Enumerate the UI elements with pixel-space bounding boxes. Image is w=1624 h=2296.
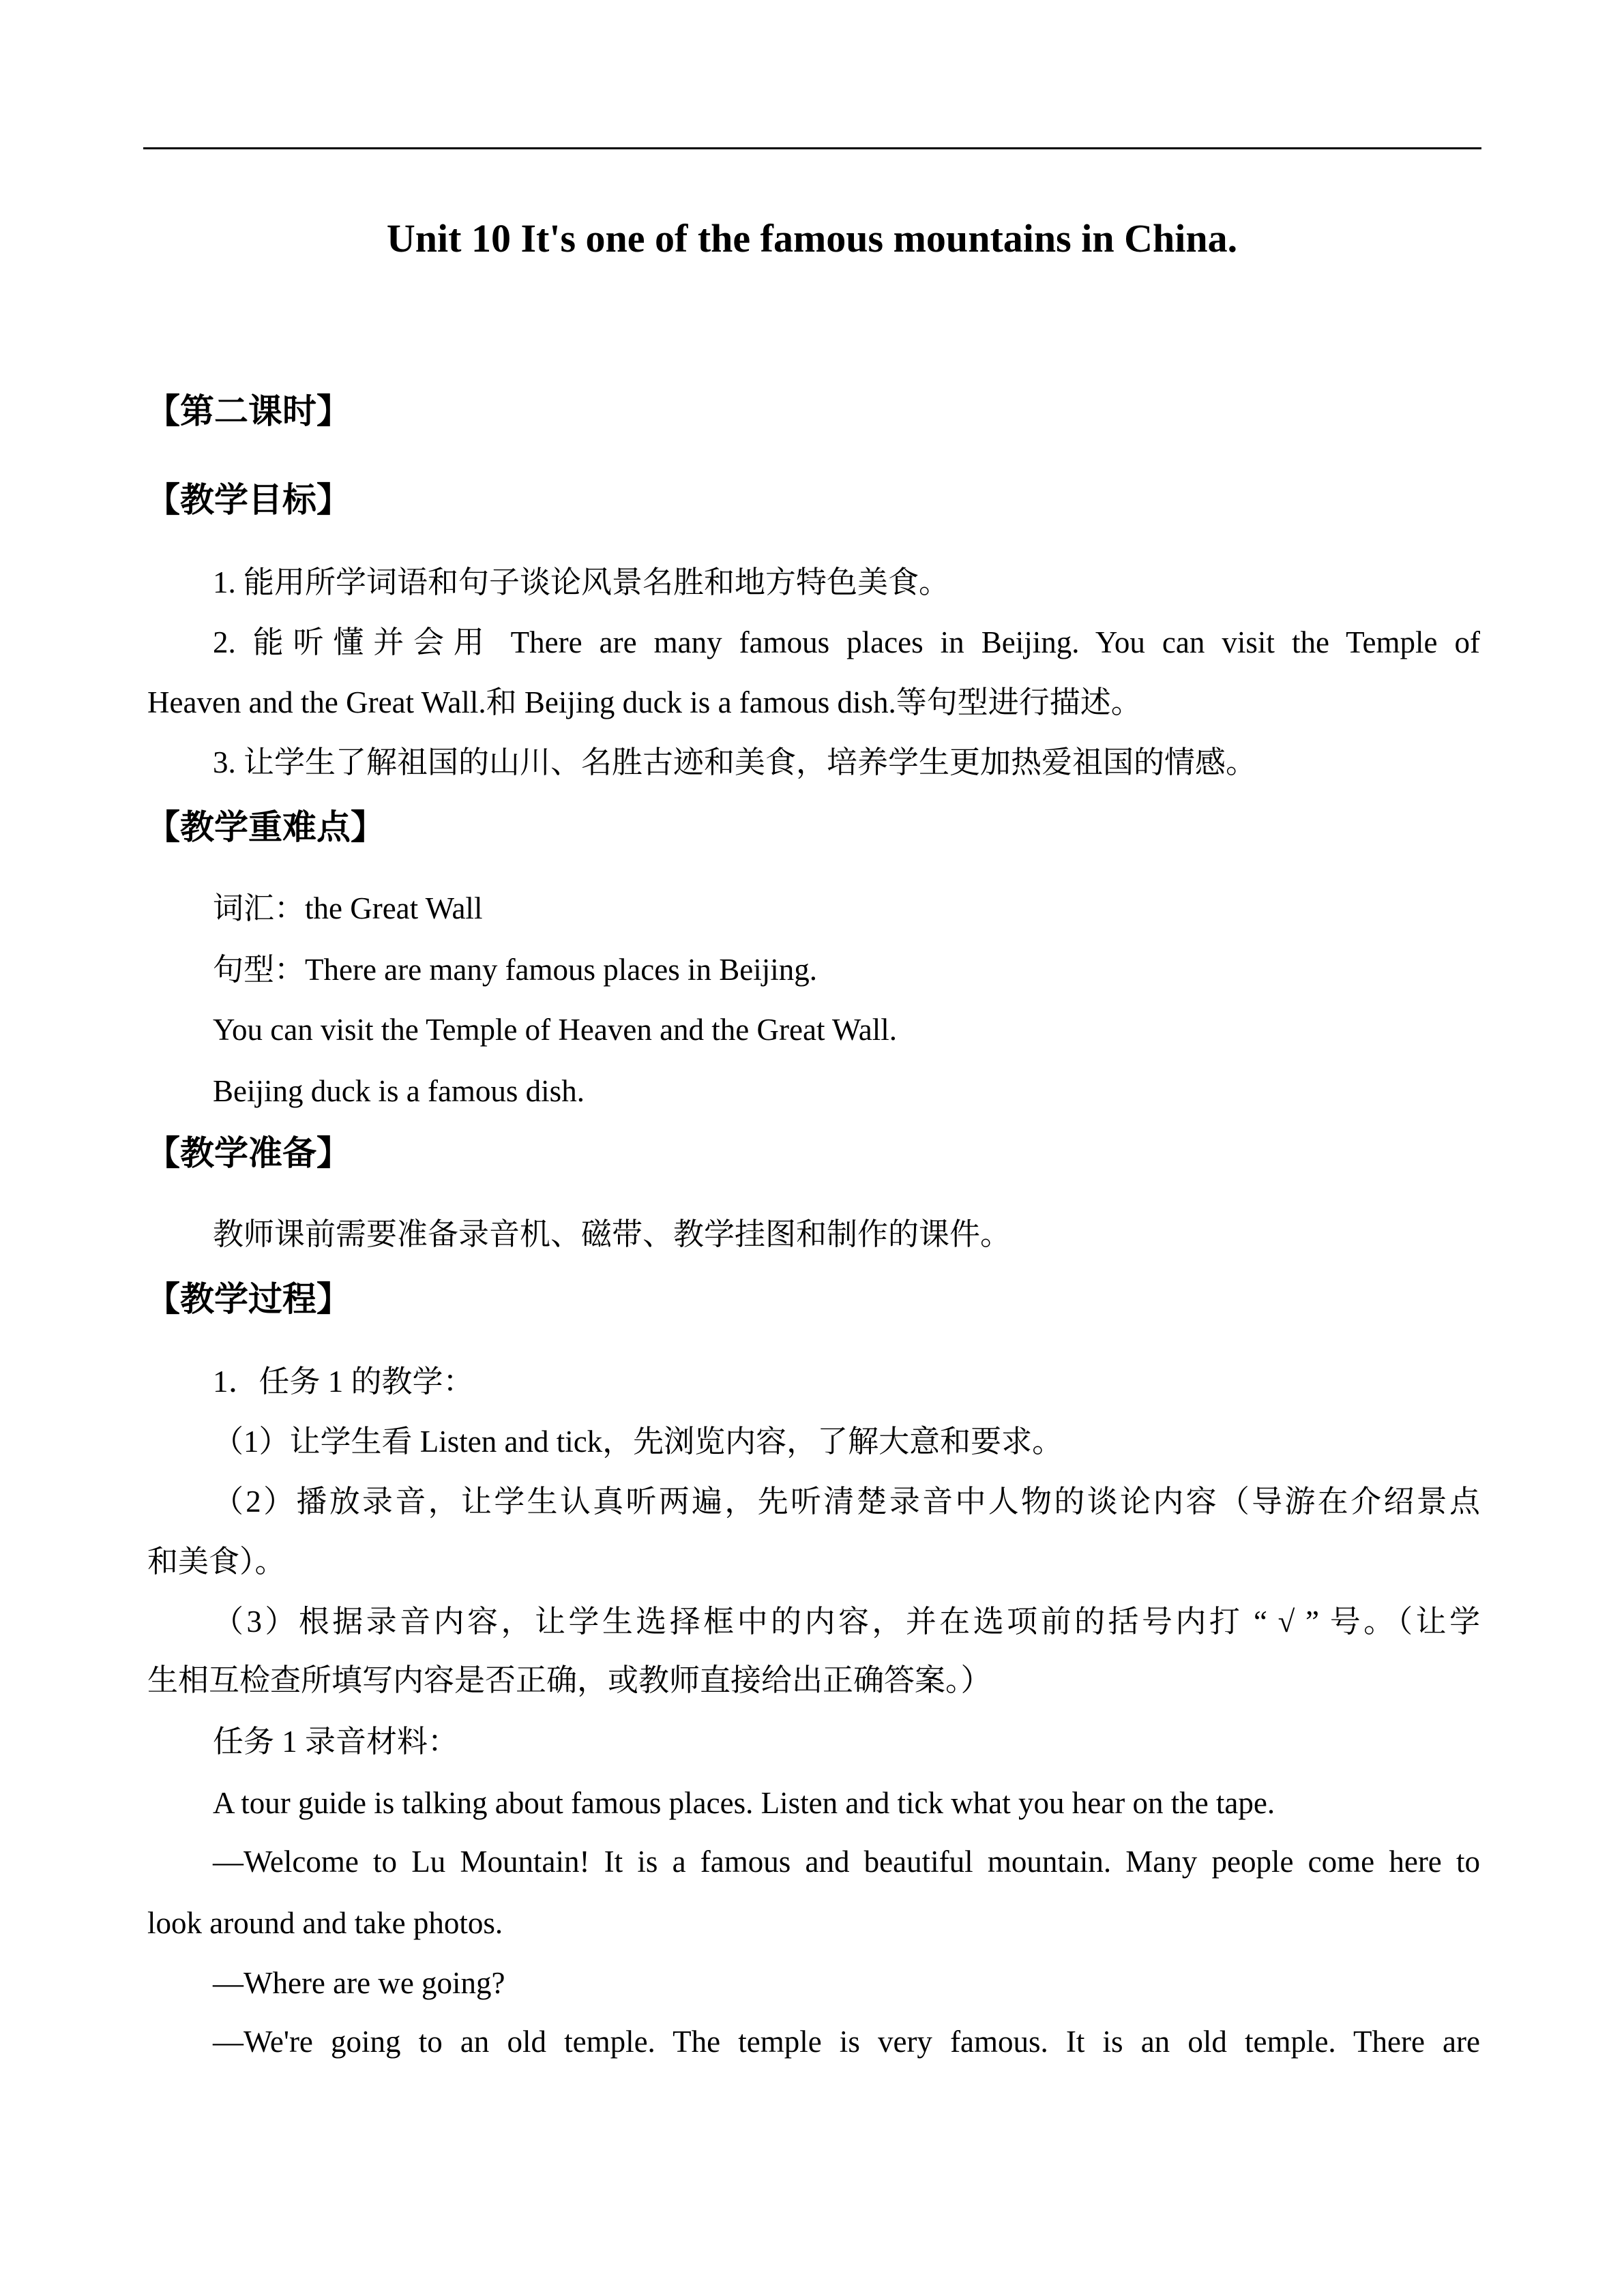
material-label: 任务 1 录音材料：	[213, 1725, 459, 1759]
task1-step-1: （1）让学生看 Listen and tick，先浏览内容，了解大意和要求。	[213, 1425, 1063, 1459]
preparation-heading: 【教学准备】	[146, 1133, 351, 1173]
key-points-heading: 【教学重难点】	[146, 807, 385, 847]
key-vocab: 词汇：the Great Wall	[213, 891, 483, 925]
material-line-1: A tour guide is talking about famous places. Listen and tick what you hear on the tape.	[213, 1786, 1275, 1820]
lesson-heading: 【第二课时】	[146, 391, 351, 431]
material-line-4: —We're going to an old temple. The temple is very famous. It is an old temple. There are	[213, 2025, 1480, 2059]
objective-item-2-line-2: Heaven and the Great Wall.和 Beijing duck is a famous dish.等句型进行描述。	[147, 685, 1142, 719]
material-line-3: —Where are we going?	[213, 1966, 505, 2000]
task1-step-2-line-2: 和美食）。	[147, 1545, 286, 1579]
page-title: Unit 10 It's one of the famous mountains in China.	[386, 216, 1238, 260]
key-pattern-3: Beijing duck is a famous dish.	[213, 1074, 585, 1108]
task1-title: 1．任务 1 的教学：	[213, 1365, 474, 1399]
key-pattern-2: You can visit the Temple of Heaven and the Great Wall.	[213, 1013, 897, 1047]
objective-item-1: 1. 能用所学词语和句子谈论风景名胜和地方特色美食。	[213, 565, 950, 599]
objectives-heading: 【教学目标】	[146, 480, 351, 520]
task1-step-3-line-1: （3）根据录音内容，让学生选择框中的内容，并在选项前的括号内打 “ √ ” 号。（让学	[213, 1605, 1480, 1639]
material-line-2b: look around and take photos.	[147, 1906, 503, 1940]
key-pattern-1: 句型：There are many famous places in Beijing.	[213, 953, 817, 987]
objective-item-3: 3. 让学生了解祖国的山川、名胜古迹和美食，培养学生更加热爱祖国的情感。	[213, 745, 1257, 779]
task1-step-3-line-2: 生相互检查所填写内容是否正确，或教师直接给出正确答案。）	[147, 1663, 992, 1697]
process-heading: 【教学过程】	[146, 1279, 351, 1319]
task1-step-2-line-1: （2）播放录音，让学生认真听两遍，先听清楚录音中人物的谈论内容（导游在介绍景点	[213, 1485, 1480, 1519]
material-line-2a: —Welcome to Lu Mountain! It is a famous and beautiful mountain. Many people come here to	[213, 1845, 1480, 1879]
objective-item-2-line-1: 2. 能听懂并会用 There are many famous places in Beijing. You can visit the Temple of	[213, 625, 1480, 659]
header-rule	[143, 147, 1481, 149]
preparation-text: 教师课前需要准备录音机、磁带、教学挂图和制作的课件。	[213, 1217, 1012, 1251]
